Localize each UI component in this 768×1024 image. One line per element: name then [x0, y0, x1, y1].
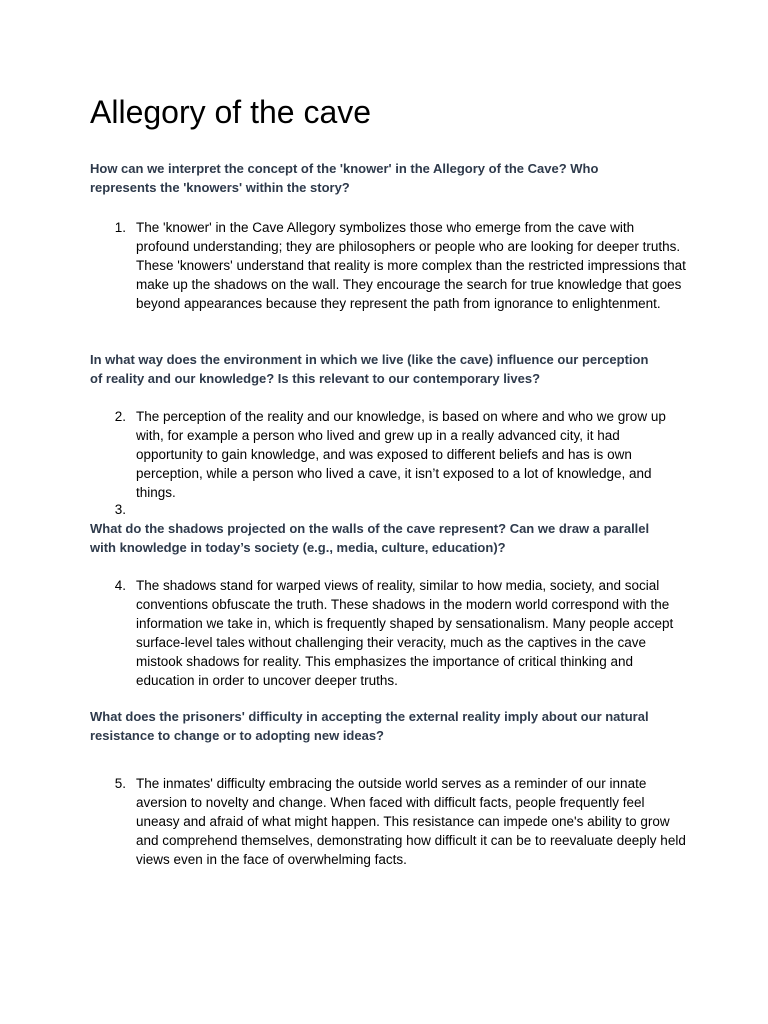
- list-item-number: 1.: [114, 220, 126, 235]
- list-item: [110, 407, 690, 502]
- list-item-text: The shadows stand for warped views of reality, similar to how media, society, and social conventions obfuscate the truth. These shadows in the modern world correspond with the information we take in, which is frequently shaped by sensationalism. Many people accept surface-level tales without challenging their veracity, much as the captives in the cave mistook shadows for reality. This emphasizes the importance of critical thinking and education in order to uncover deeper truths.: [136, 578, 674, 688]
- list-item-number: 3.: [114, 502, 126, 517]
- list-item: [110, 774, 690, 869]
- list-item-text: The perception of the reality and our knowledge, is based on where and who we grow up with, for example a person who lived and grew up in a really advanced city, it had opportunity to gain knowledge, and was exposed to different beliefs and has is own perception, while a person who lived a cave, it isn’t exposed to a lot of knowledge, and things.: [136, 409, 666, 500]
- question-knower: How can we interpret the concept of the 'knower' in the Allegory of the Cave? Who represents the 'knowers' within the story?: [90, 161, 599, 195]
- list-item-number: 4.: [114, 578, 126, 593]
- list-item-number: 2.: [114, 409, 126, 424]
- list-item-number: 5.: [114, 776, 126, 791]
- list-item: [110, 218, 690, 313]
- question-prisoners: What does the prisoners' difficulty in accepting the external reality imply about our natural resistance to change or to adopting new ideas?: [90, 709, 649, 743]
- list-item-text: The 'knower' in the Cave Allegory symbolizes those who emerge from the cave with profound understanding; they are philosophers or people who are looking for deeper truths. These 'knowers' understand that reality is more complex than the restricted impressions that make up the shadows on the wall. They encourage the search for true knowledge that goes beyond appearances because they represent the path from ignorance to enlightenment.: [136, 220, 686, 311]
- list-item-text: The inmates' difficulty embracing the outside world serves as a reminder of our innate aversion to novelty and change. When faced with difficult facts, people frequently feel uneasy and afraid of what might happen. This resistance can impede one's ability to grow and comprehend themselves, demonstrating how difficult it can be to reevaluate deeply held views even in the face of overwhelming facts.: [136, 776, 686, 867]
- question-environment: In what way does the environment in which we live (like the cave) influence our perception of reality and our knowledge? Is this relevant to our contemporary lives?: [90, 352, 649, 386]
- document-title: Allegory of the cave: [90, 94, 372, 130]
- list-item: [110, 576, 690, 690]
- question-shadows: What do the shadows projected on the walls of the cave represent? Can we draw a parallel with knowledge in today’s society (e.g., media, culture, education)?: [90, 521, 650, 555]
